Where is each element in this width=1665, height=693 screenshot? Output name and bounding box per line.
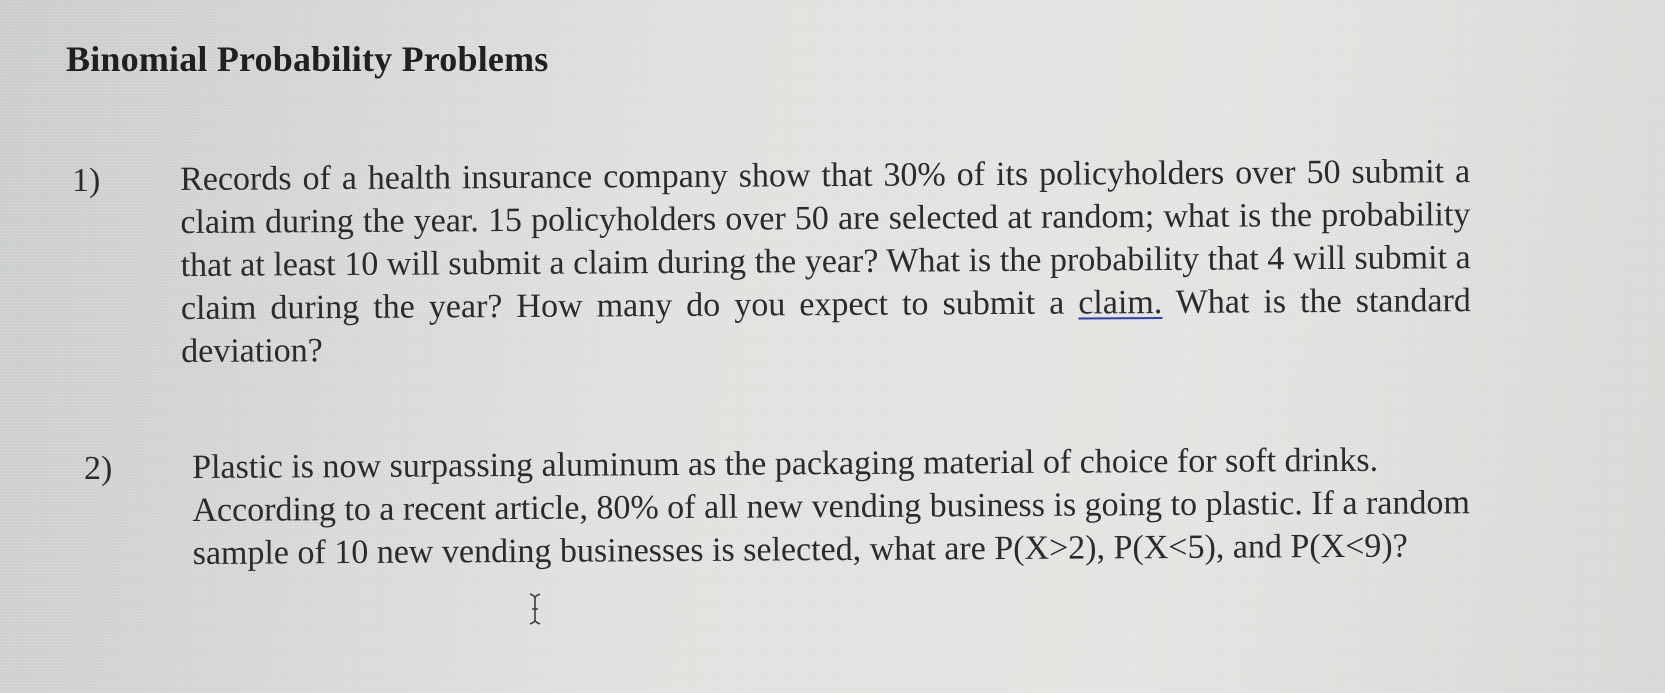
problem-text: Plastic is now surpassing aluminum as the packaging material of choice for soft drinks. According to a recent article, 80% of all new vending business is going to plastic. If a random sample of 10 new vending businesses is selected, what are P(X>2), P(X<5), and P(X<9)?: [192, 441, 1470, 572]
problem-text: [180, 150, 1471, 373]
spellcheck-underlined-word[interactable]: claim.: [1078, 284, 1163, 322]
document-title: Binomial Probability Problems: [66, 39, 549, 79]
problem-number: 2): [84, 450, 113, 487]
problem-text-part: What is the standard deviation?: [181, 282, 1471, 370]
text-cursor-icon: [528, 592, 542, 626]
problem-text-part: Records of a health insurance company show that 30% of its policyholders over 50 submit a claim during the year. 15 policyholders over 50 are selected at random; what is the probability that at least 10 will submit a claim during the year? What is the probability that 4 will submit a claim during the year? How many do you expect to submit a: [180, 153, 1471, 327]
problem-number: 1): [72, 162, 101, 199]
